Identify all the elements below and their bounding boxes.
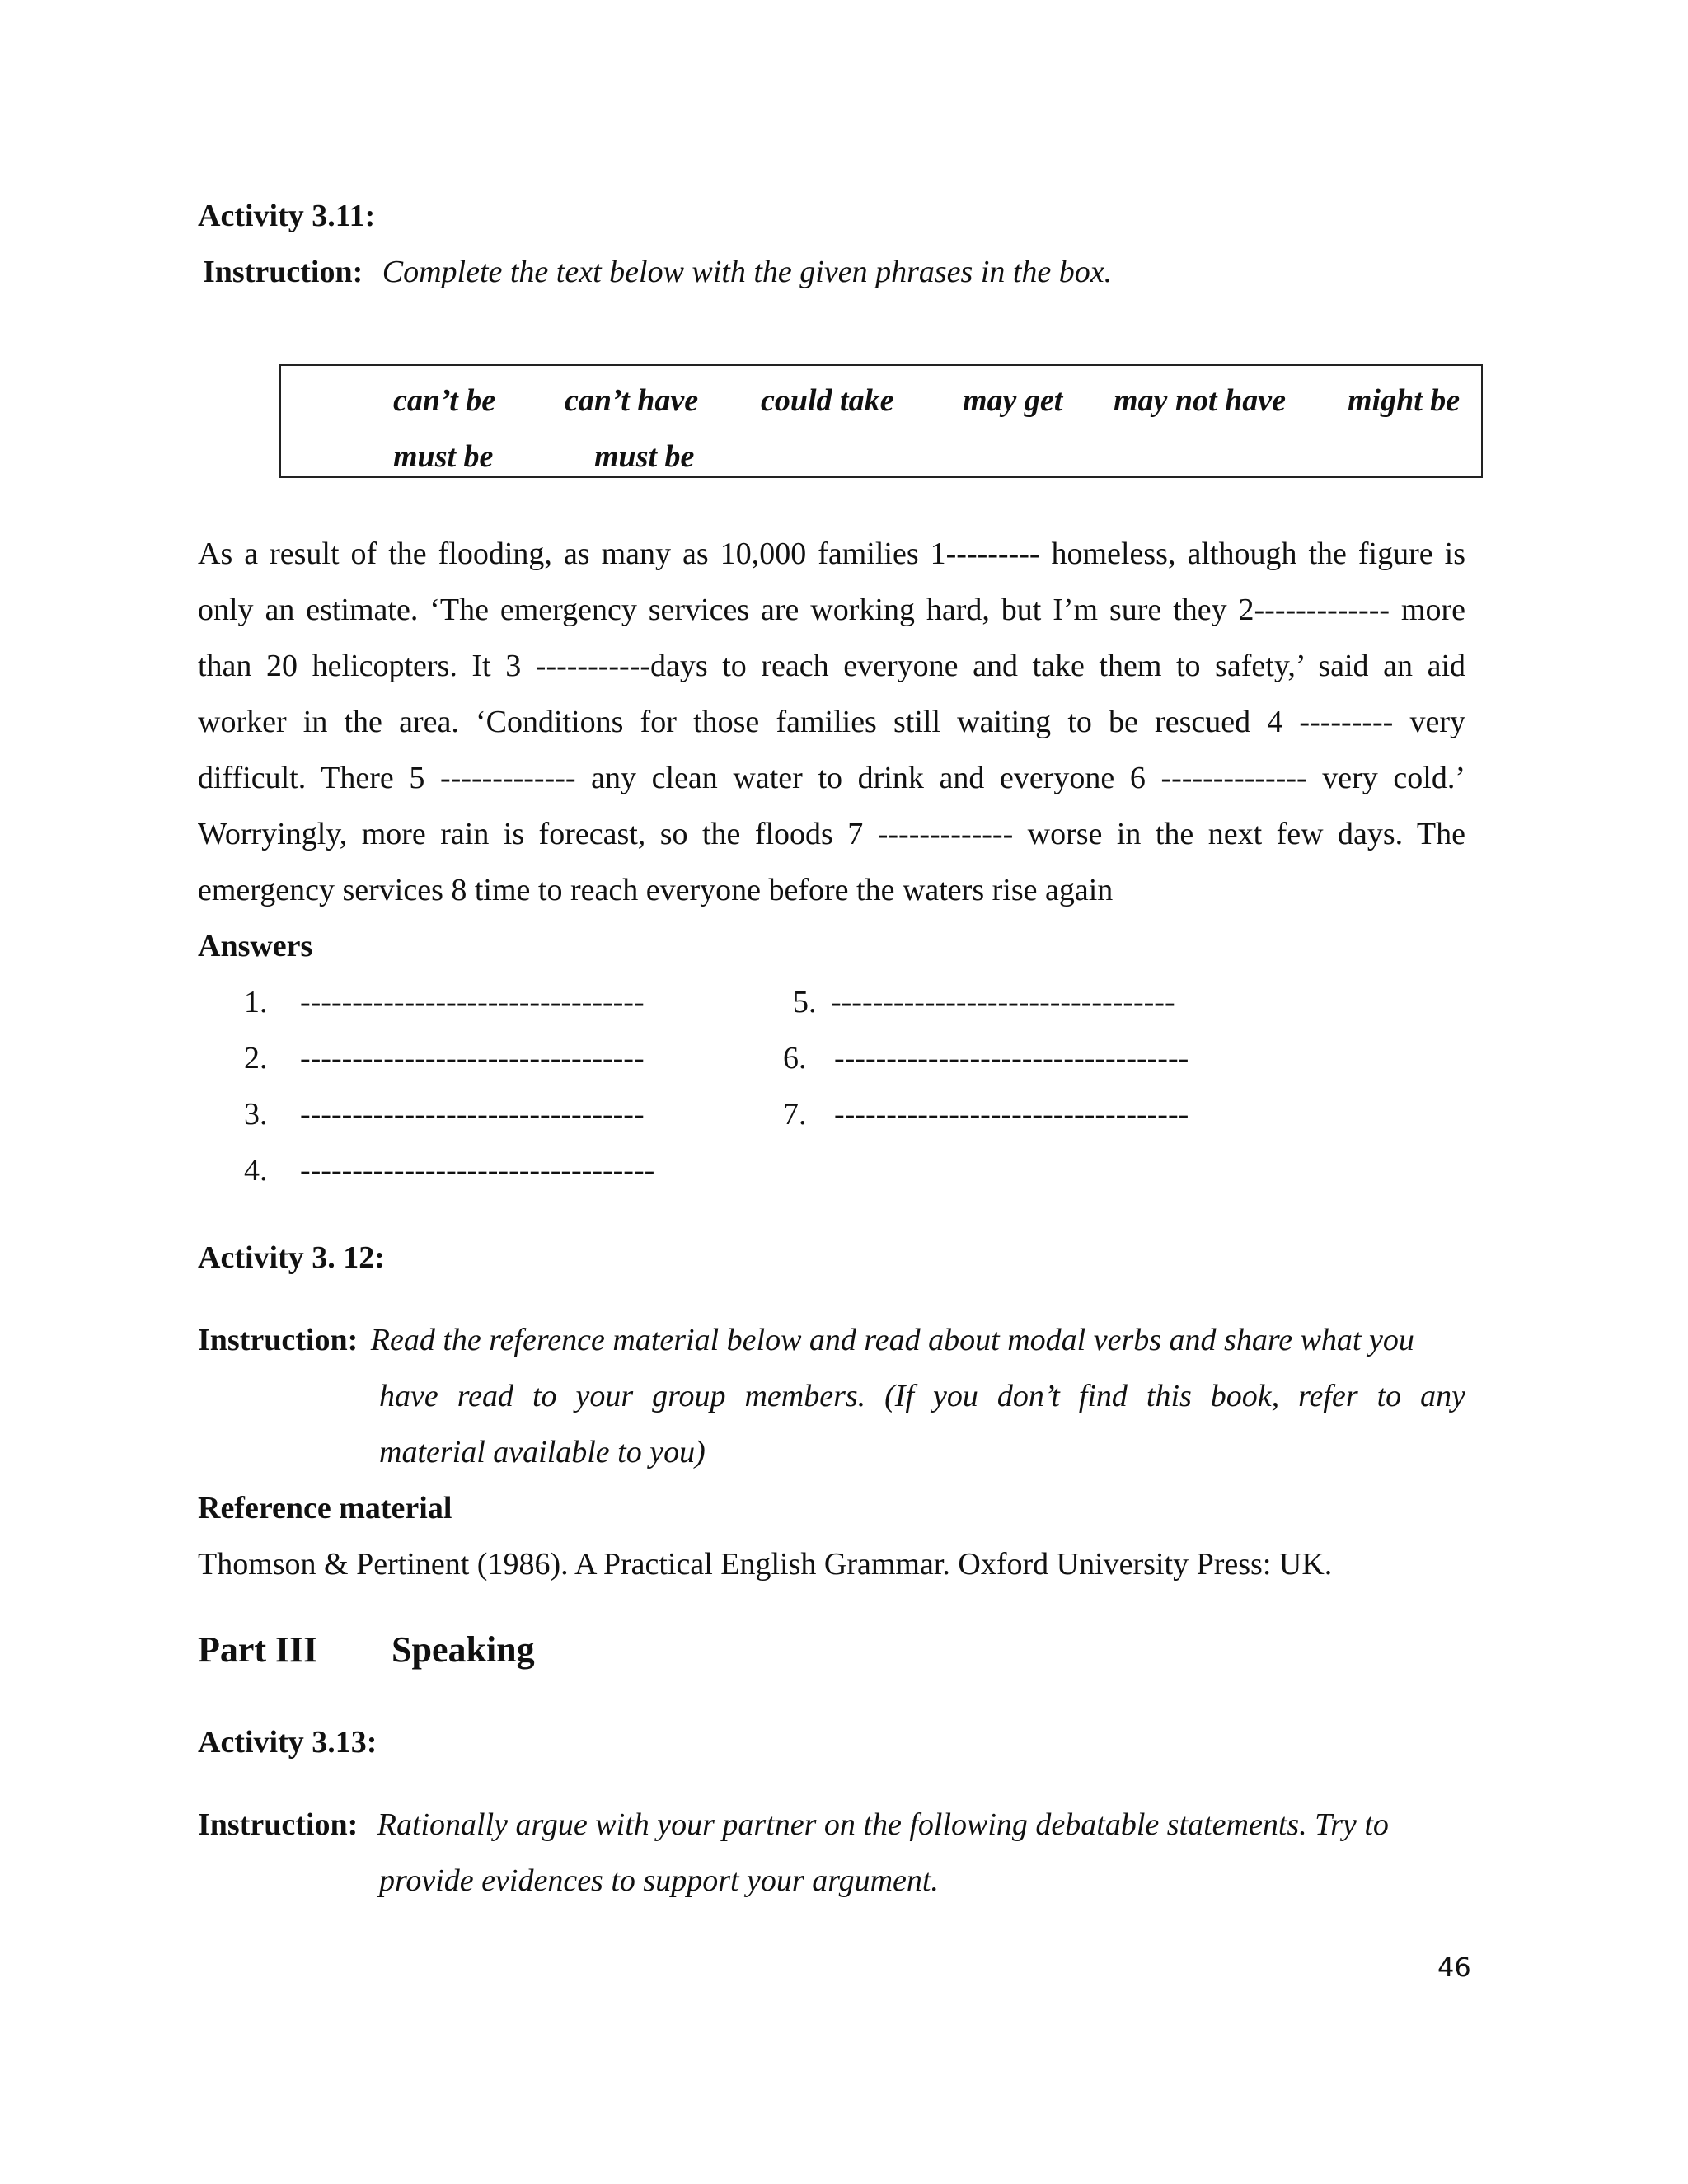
answer-blank: ---------------------------------- <box>300 1153 655 1188</box>
activity-3-12-title: Activity 3. 12: <box>198 1240 385 1275</box>
answer-number: 4. <box>244 1153 268 1188</box>
phrase-item: must be <box>393 439 494 474</box>
answer-number: 5. <box>793 985 817 1019</box>
answer-number: 6. <box>783 1041 807 1076</box>
answer-blank: ---------------------------------- <box>834 1097 1189 1132</box>
instruction-text: Complete the text below with the given phrases in the box. <box>382 255 1113 289</box>
phrase-item: may get <box>963 383 1063 418</box>
answer-blank: --------------------------------- <box>300 1041 645 1076</box>
phrase-item: might be <box>1348 383 1461 418</box>
activity-3-13-instruction-line2: provide evidences to support your argument. <box>379 1863 939 1898</box>
passage-line: Worryingly, more rain is forecast, so the floods 7 ------------- worse in the next few days. The <box>198 817 1465 851</box>
reference-heading: Reference material <box>198 1491 452 1526</box>
instruction-text: Read the reference material below and read about modal verbs and share what you <box>370 1323 1414 1357</box>
passage-line: As a result of the flooding, as many as 10,000 families 1--------- homeless, although the figure is <box>198 537 1465 571</box>
activity-3-12-instruction-line1 <box>198 1322 1414 1358</box>
passage-last-line: emergency services 8 time to reach everyone before the waters rise again <box>198 873 1114 907</box>
reference-text: Thomson & Pertinent (1986). A Practical English Grammar. Oxford University Press: UK. <box>198 1547 1333 1582</box>
passage-line: worker in the area. ‘Conditions for those families still waiting to be rescued 4 --------- very <box>198 705 1465 739</box>
activity-3-12-instruction-line3: material available to you) <box>379 1435 706 1469</box>
passage-line: difficult. There 5 ------------- any clean water to drink and everyone 6 -------------- very cold.’ <box>198 761 1465 795</box>
page-number: 46 <box>1437 1952 1471 1983</box>
passage-line: only an estimate. ‘The emergency services are working hard, but I’m sure they 2------------- more <box>198 593 1465 627</box>
instruction-label: Instruction: <box>203 255 363 289</box>
answer-number: 1. <box>244 985 268 1019</box>
phrase-item: can’t have <box>565 383 699 418</box>
phrase-item: can’t be <box>393 383 496 418</box>
answer-blank: --------------------------------- <box>300 985 645 1019</box>
activity-3-11-instruction <box>203 254 1112 290</box>
passage-line: than 20 helicopters. It 3 -----------days to reach everyone and take them to safety,’ said an aid <box>198 649 1465 683</box>
instruction-label: Instruction: <box>198 1807 359 1842</box>
activity-3-13-title: Activity 3.13: <box>198 1725 377 1760</box>
answer-line <box>244 1040 645 1076</box>
answer-blank: --------------------------------- <box>831 985 1175 1019</box>
answer-line <box>244 1152 654 1188</box>
activity-3-11-title: Activity 3.11: <box>198 199 376 233</box>
instruction-label: Instruction: <box>198 1323 359 1357</box>
phrase-item: may not have <box>1114 383 1286 418</box>
activity-3-13-instruction-line1 <box>198 1807 1389 1843</box>
phrase-item: could take <box>761 383 894 418</box>
part-label: Part III <box>198 1629 318 1670</box>
instruction-text: Rationally argue with your partner on the following debatable statements. Try to <box>377 1807 1389 1842</box>
answer-line <box>783 1040 1189 1076</box>
answer-line <box>244 984 645 1020</box>
answer-number: 7. <box>783 1097 807 1132</box>
phrase-item: must be <box>594 439 695 474</box>
answer-line <box>244 1096 645 1132</box>
answer-number: 2. <box>244 1041 268 1076</box>
answers-heading: Answers <box>198 929 313 963</box>
answer-blank: --------------------------------- <box>300 1097 645 1132</box>
answer-line <box>783 1096 1189 1132</box>
activity-3-12-instruction-line2: have read to your group members. (If you don’t find this book, refer to any <box>379 1379 1465 1413</box>
answer-number: 3. <box>244 1097 268 1132</box>
part-title: Speaking <box>392 1629 535 1670</box>
answer-line <box>793 984 1175 1020</box>
phrase-box <box>279 364 1483 478</box>
answer-blank: ---------------------------------- <box>834 1041 1189 1076</box>
